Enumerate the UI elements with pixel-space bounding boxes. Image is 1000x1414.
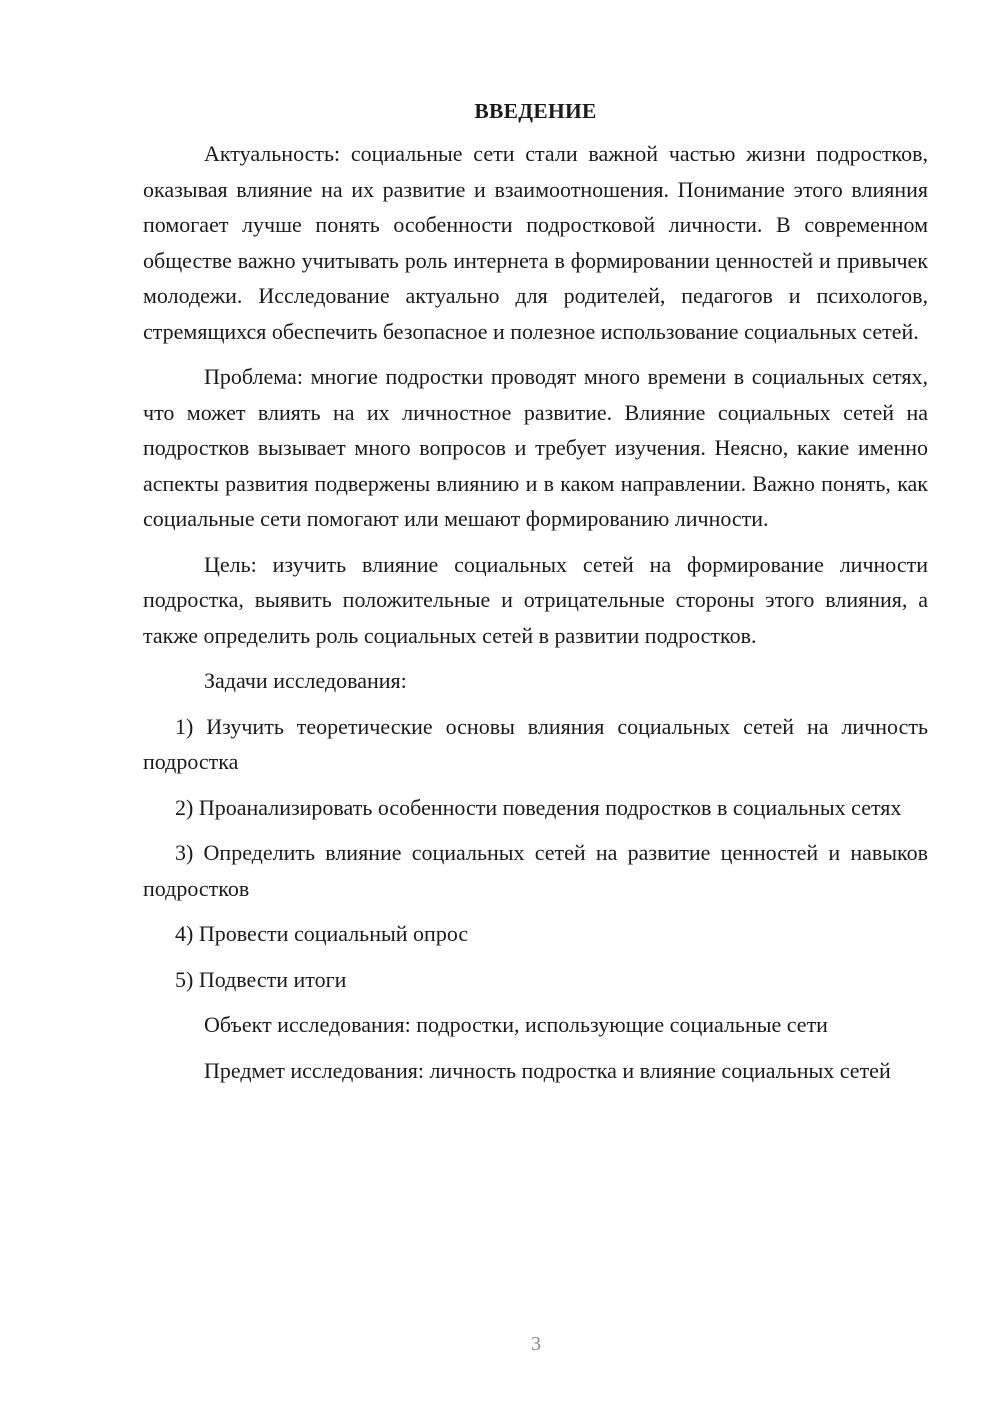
- relevance-paragraph: Актуальность: социальные сети стали важной частью жизни подростков, оказывая влияние на их развитие и взаимоотношения. Понимание этого влияния помогает лучше понять особенности подростковой личности. В современном обществе важно учитывать роль интернета в формировании ценностей и привычек молодежи. Исследование актуально для родителей, педагогов и психологов, стремящихся обеспечить безопасное и полезное использование социальных сетей.: [143, 141, 928, 344]
- task-item-2: 2) Проанализировать особенности поведения подростков в социальных сетях: [175, 794, 902, 820]
- task-item-1: 1) Изучить теоретические основы влияния социальных сетей на личность подростка: [143, 713, 928, 774]
- goal-paragraph: Цель: изучить влияние социальных сетей на формирование личности подростка, выявить положительные и отрицательные стороны этого влияния, а также определить роль социальных сетей в развитии подростков.: [143, 551, 928, 648]
- page-number: 3: [531, 1333, 541, 1355]
- section-heading: ВВЕДЕНИЕ: [474, 99, 597, 123]
- page-content: [143, 96, 928, 1098]
- subject-paragraph: Предмет исследования: личность подростка и влияние социальных сетей: [204, 1057, 891, 1083]
- tasks-label: Задачи исследования:: [204, 668, 407, 693]
- object-paragraph: Объект исследования: подростки, использующие социальные сети: [204, 1012, 828, 1037]
- task-item-3: 3) Определить влияние социальных сетей на развитие ценностей и навыков подростков: [143, 840, 928, 901]
- problem-paragraph: Проблема: многие подростки проводят много времени в социальных сетях, что может влиять на их личностное развитие. Влияние социальных сетей на подростков вызывает много вопросов и требует изучения. Неясно, какие именно аспекты развития подвержены влиянию и в каком направлении. Важно понять, как социальные сети помогают или мешают формированию личности.: [143, 364, 928, 531]
- task-item-4: 4) Провести социальный опрос: [175, 921, 469, 946]
- task-item-5: 5) Подвести итоги: [175, 966, 347, 992]
